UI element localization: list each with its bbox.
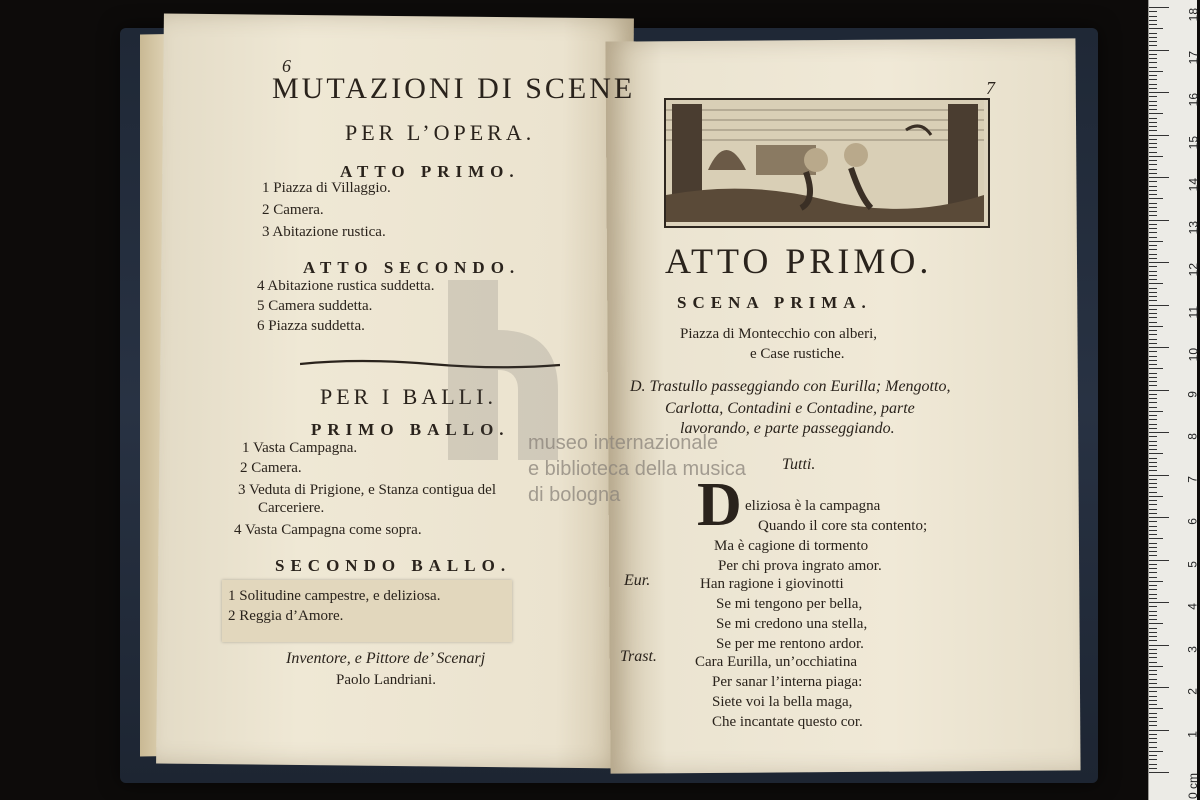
watermark-line: e biblioteca della musica — [528, 458, 746, 480]
ruler-minor-tick — [1149, 232, 1157, 233]
ruler-minor-tick — [1149, 322, 1157, 323]
ruler-minor-tick — [1149, 105, 1157, 106]
ruler-minor-tick — [1149, 45, 1157, 46]
ruler-minor-tick — [1149, 228, 1157, 229]
ruler-minor-tick — [1149, 156, 1163, 157]
ruler-major-tick — [1149, 220, 1169, 221]
ruler-minor-tick — [1149, 54, 1157, 55]
verse-line: Quando il core sta contento; — [758, 518, 928, 534]
ruler-minor-tick — [1149, 288, 1157, 289]
ruler-minor-tick — [1149, 41, 1157, 42]
ruler-major-tick — [1149, 135, 1169, 136]
ruler-minor-tick — [1149, 373, 1157, 374]
ruler-minor-tick — [1149, 334, 1157, 335]
balli-heading: PER I BALLI. — [320, 384, 497, 409]
ruler-minor-tick — [1149, 394, 1157, 395]
ruler-label: 7 — [1186, 475, 1200, 483]
verse-line: eliziosa è la campagna — [745, 498, 881, 514]
ruler-major-tick — [1149, 347, 1169, 348]
ruler-minor-tick — [1149, 360, 1157, 361]
ruler-minor-tick — [1149, 190, 1157, 191]
ruler-minor-tick — [1149, 509, 1157, 510]
ruler-minor-tick — [1149, 458, 1157, 459]
ruler-minor-tick — [1149, 194, 1157, 195]
ruler-minor-tick — [1149, 88, 1157, 89]
ruler-label: 9 — [1186, 390, 1200, 398]
verse-line: Siete voi la bella maga, — [712, 694, 853, 710]
ruler-minor-tick — [1149, 75, 1157, 76]
ruler-minor-tick — [1149, 113, 1163, 114]
ruler-minor-tick — [1149, 466, 1157, 467]
ruler-major-tick — [1149, 772, 1169, 773]
ruler-minor-tick — [1149, 37, 1157, 38]
ruler-major-tick — [1149, 687, 1169, 688]
ruler-major-tick — [1149, 177, 1169, 178]
ruler-minor-tick — [1149, 275, 1157, 276]
ruler-minor-tick — [1149, 759, 1157, 760]
ruler-minor-tick — [1149, 317, 1157, 318]
ruler-minor-tick — [1149, 441, 1157, 442]
ruler-minor-tick — [1149, 249, 1157, 250]
ruler-label: 0 cm — [1186, 773, 1200, 800]
ruler-minor-tick — [1149, 245, 1157, 246]
ruler-minor-tick — [1149, 670, 1157, 671]
ruler-label: 11 — [1186, 305, 1200, 318]
scene-title: SCENA PRIMA. — [677, 293, 872, 312]
left-page-subtitle: PER L’OPERA. — [345, 120, 536, 145]
ruler-major-tick — [1149, 7, 1169, 8]
primo-ballo-item: 4 Vasta Campagna come sopra. — [234, 522, 422, 538]
secondo-ballo-item: 2 Reggia d’Amore. — [228, 608, 344, 624]
ruler-label: 12 — [1186, 263, 1200, 277]
stage-direction: D. Trastullo passeggiando con Eurilla; Mengotto, — [630, 378, 951, 395]
ruler-minor-tick — [1149, 568, 1157, 569]
verse-line: Cara Eurilla, un’occhiatina — [695, 654, 858, 670]
ruler-minor-tick — [1149, 764, 1157, 765]
act-title: ATTO PRIMO. — [665, 241, 933, 281]
ruler-label: 13 — [1186, 220, 1200, 234]
ruler-minor-tick — [1149, 292, 1157, 293]
ruler-major-tick — [1149, 730, 1169, 731]
ruler-minor-tick — [1149, 211, 1157, 212]
ruler-minor-tick — [1149, 674, 1157, 675]
setting-line: e Case rustiche. — [750, 346, 845, 362]
primo-ballo-item: 3 Veduta di Prigione, e Stanza contigua del — [238, 482, 496, 498]
ruler-minor-tick — [1149, 415, 1157, 416]
ruler-major-tick — [1149, 602, 1169, 603]
ruler-minor-tick — [1149, 11, 1157, 12]
primo-ballo-item: 1 Vasta Campagna. — [242, 440, 358, 456]
ruler-minor-tick — [1149, 109, 1157, 110]
ruler-minor-tick — [1149, 152, 1157, 153]
secondo-ballo-heading: SECONDO BALLO. — [275, 556, 512, 575]
ruler-minor-tick — [1149, 581, 1163, 582]
ruler-minor-tick — [1149, 704, 1157, 705]
ruler-label: 2 — [1186, 688, 1200, 695]
ruler-minor-tick — [1149, 577, 1157, 578]
ruler-minor-tick — [1149, 173, 1157, 174]
ruler-minor-tick — [1149, 755, 1157, 756]
ruler-minor-tick — [1149, 521, 1157, 522]
ruler-minor-tick — [1149, 266, 1157, 267]
ruler-minor-tick — [1149, 241, 1163, 242]
ruler-minor-tick — [1149, 271, 1157, 272]
ruler-minor-tick — [1149, 679, 1157, 680]
ruler-minor-tick — [1149, 343, 1157, 344]
ruler-minor-tick — [1149, 351, 1157, 352]
ruler-minor-tick — [1149, 572, 1157, 573]
ruler-label: 15 — [1186, 135, 1200, 149]
ruler-minor-tick — [1149, 487, 1157, 488]
ruler-minor-tick — [1149, 708, 1163, 709]
ruler-minor-tick — [1149, 619, 1157, 620]
ruler-major-tick — [1149, 50, 1169, 51]
ruler-minor-tick — [1149, 479, 1157, 480]
ruler-label: 5 — [1186, 560, 1200, 568]
verse-line: Se mi tengono per bella, — [716, 596, 863, 612]
ruler-minor-tick — [1149, 526, 1157, 527]
ruler-minor-tick — [1149, 16, 1157, 17]
ruler-major-tick — [1149, 262, 1169, 263]
ruler-major-tick — [1149, 645, 1169, 646]
ruler-minor-tick — [1149, 164, 1157, 165]
ruler-minor-tick — [1149, 653, 1157, 654]
ruler-minor-tick — [1149, 254, 1157, 255]
tutti-label: Tutti. — [782, 456, 816, 473]
ruler-minor-tick — [1149, 496, 1163, 497]
ruler-minor-tick — [1149, 483, 1157, 484]
act2-item: 6 Piazza suddetta. — [257, 318, 365, 334]
ruler-minor-tick — [1149, 368, 1163, 369]
ruler-minor-tick — [1149, 237, 1157, 238]
ruler-label: 4 — [1186, 603, 1200, 610]
ruler-minor-tick — [1149, 309, 1157, 310]
ruler-minor-tick — [1149, 71, 1163, 72]
ruler-minor-tick — [1149, 118, 1157, 119]
ruler-minor-tick — [1149, 385, 1157, 386]
ruler-minor-tick — [1149, 657, 1157, 658]
ruler-minor-tick — [1149, 296, 1157, 297]
ruler-minor-tick — [1149, 747, 1157, 748]
ruler-minor-tick — [1149, 207, 1157, 208]
ruler-minor-tick — [1149, 20, 1157, 21]
ruler-minor-tick — [1149, 224, 1157, 225]
ruler-minor-tick — [1149, 130, 1157, 131]
verse-line: Per chi prova ingrato amor. — [718, 558, 882, 574]
credit-line: Inventore, e Pittore de’ Scenarj — [286, 650, 486, 667]
left-page-number: 6 — [282, 56, 291, 76]
ruler-minor-tick — [1149, 623, 1163, 624]
ruler-minor-tick — [1149, 364, 1157, 365]
ruler-minor-tick — [1149, 126, 1157, 127]
credit-name: Paolo Landriani. — [336, 672, 436, 688]
ruler-minor-tick — [1149, 606, 1157, 607]
ruler-minor-tick — [1149, 500, 1157, 501]
ruler-minor-tick — [1149, 84, 1157, 85]
ruler-minor-tick — [1149, 402, 1157, 403]
ruler-minor-tick — [1149, 594, 1157, 595]
verse-line: Se per me rentono ardor. — [716, 636, 864, 652]
woodcut-illustration — [664, 98, 990, 228]
ruler-minor-tick — [1149, 721, 1157, 722]
ruler-minor-tick — [1149, 751, 1163, 752]
secondo-ballo-item: 1 Solitudine campestre, e deliziosa. — [228, 588, 441, 604]
ruler-label: 10 — [1186, 348, 1200, 362]
ruler-minor-tick — [1149, 632, 1157, 633]
ruler-major-tick — [1149, 517, 1169, 518]
ruler-minor-tick — [1149, 564, 1157, 565]
ruler-minor-tick — [1149, 122, 1157, 123]
ruler-minor-tick — [1149, 436, 1157, 437]
ruler-minor-tick — [1149, 419, 1157, 420]
ruler-minor-tick — [1149, 300, 1157, 301]
act1-heading: ATTO PRIMO. — [340, 162, 520, 181]
ruler-minor-tick — [1149, 181, 1157, 182]
ruler-minor-tick — [1149, 28, 1163, 29]
ruler-label: 1 — [1186, 730, 1200, 738]
ruler-minor-tick — [1149, 33, 1157, 34]
ruler-minor-tick — [1149, 734, 1157, 735]
ruler-minor-tick — [1149, 449, 1157, 450]
ruler-minor-tick — [1149, 160, 1157, 161]
ruler-minor-tick — [1149, 589, 1157, 590]
ruler-minor-tick — [1149, 453, 1163, 454]
ruler-minor-tick — [1149, 504, 1157, 505]
ruler-minor-tick — [1149, 738, 1157, 739]
ruler-minor-tick — [1149, 543, 1157, 544]
ruler-minor-tick — [1149, 513, 1157, 514]
verse-line: Che incantate questo cor. — [712, 714, 863, 730]
ruler-minor-tick — [1149, 666, 1163, 667]
primo-ballo-item: 2 Camera. — [240, 460, 302, 476]
watermark-line: museo internazionale — [528, 432, 719, 454]
setting-line: Piazza di Montecchio con alberi, — [680, 326, 878, 342]
ruler-minor-tick — [1149, 492, 1157, 493]
ruler-minor-tick — [1149, 62, 1157, 63]
ruler-minor-tick — [1149, 169, 1157, 170]
ruler-minor-tick — [1149, 585, 1157, 586]
drop-cap: D — [697, 471, 742, 539]
ruler-minor-tick — [1149, 445, 1157, 446]
ruler-minor-tick — [1149, 683, 1157, 684]
ruler-minor-tick — [1149, 339, 1157, 340]
ruler-major-tick — [1149, 560, 1169, 561]
ruler-label: 17 — [1186, 50, 1200, 64]
ruler-minor-tick — [1149, 356, 1157, 357]
verse-line: Se mi credono una stella, — [716, 616, 868, 632]
ruler-minor-tick — [1149, 551, 1157, 552]
ruler-minor-tick — [1149, 547, 1157, 548]
ruler-minor-tick — [1149, 742, 1157, 743]
ruler-minor-tick — [1149, 96, 1157, 97]
ruler-minor-tick — [1149, 470, 1157, 471]
ruler-minor-tick — [1149, 326, 1163, 327]
ruler-minor-tick — [1149, 381, 1157, 382]
ruler-minor-tick — [1149, 283, 1163, 284]
ruler-minor-tick — [1149, 139, 1157, 140]
ruler-minor-tick — [1149, 279, 1157, 280]
ruler-minor-tick — [1149, 462, 1157, 463]
ruler-minor-tick — [1149, 428, 1157, 429]
ruler-minor-tick — [1149, 598, 1157, 599]
ruler-minor-tick — [1149, 628, 1157, 629]
speaker-label: Trast. — [620, 648, 657, 665]
ruler-major-tick — [1149, 305, 1169, 306]
ruler-minor-tick — [1149, 411, 1163, 412]
watermark-line: di bologna — [528, 484, 621, 506]
ruler-minor-tick — [1149, 377, 1157, 378]
right-page-number: 7 — [986, 78, 995, 98]
act1-item: 3 Abitazione rustica. — [262, 224, 386, 240]
ruler-major-tick — [1149, 390, 1169, 391]
act2-heading: ATTO SECONDO. — [303, 258, 521, 277]
ruler-minor-tick — [1149, 147, 1157, 148]
ruler-minor-tick — [1149, 700, 1157, 701]
ruler-minor-tick — [1149, 611, 1157, 612]
ruler-minor-tick — [1149, 713, 1157, 714]
ruler-label: 8 — [1186, 433, 1200, 440]
ruler-minor-tick — [1149, 662, 1157, 663]
act2-item: 4 Abitazione rustica suddetta. — [257, 278, 435, 294]
ruler-major-tick — [1149, 432, 1169, 433]
ruler-minor-tick — [1149, 79, 1157, 80]
ruler-minor-tick — [1149, 313, 1157, 314]
ruler-minor-tick — [1149, 215, 1157, 216]
ruler-minor-tick — [1149, 538, 1163, 539]
ruler-minor-tick — [1149, 649, 1157, 650]
verse-line: Per sanar l’interna piaga: — [712, 674, 863, 690]
ruler-minor-tick — [1149, 198, 1163, 199]
ruler-label: 14 — [1186, 178, 1200, 192]
ruler-minor-tick — [1149, 768, 1157, 769]
primo-ballo-item: Carceriere. — [258, 500, 325, 516]
ruler-label: 16 — [1186, 93, 1200, 107]
ruler-minor-tick — [1149, 186, 1157, 187]
ruler-major-tick — [1149, 92, 1169, 93]
ruler-minor-tick — [1149, 58, 1157, 59]
ruler-minor-tick — [1149, 640, 1157, 641]
ruler-minor-tick — [1149, 398, 1157, 399]
ruler-major-tick — [1149, 475, 1169, 476]
act1-item: 2 Camera. — [262, 202, 324, 218]
act1-item: 1 Piazza di Villaggio. — [262, 180, 391, 196]
ruler-label: 3 — [1186, 645, 1200, 653]
ruler-minor-tick — [1149, 258, 1157, 259]
act2-item: 5 Camera suddetta. — [257, 298, 373, 314]
ruler-label: 18 — [1186, 8, 1200, 22]
ruler-minor-tick — [1149, 615, 1157, 616]
ruler-minor-tick — [1149, 555, 1157, 556]
primo-ballo-heading: PRIMO BALLO. — [311, 420, 510, 439]
measurement-ruler — [1148, 0, 1200, 800]
ruler-minor-tick — [1149, 407, 1157, 408]
ruler-minor-tick — [1149, 717, 1157, 718]
ruler-label: 6 — [1186, 518, 1200, 525]
speaker-label: Eur. — [624, 572, 651, 589]
verse-line: Ma è cagione di tormento — [714, 538, 869, 554]
stage-direction: Carlotta, Contadini e Contadine, parte — [665, 400, 915, 417]
ruler-minor-tick — [1149, 424, 1157, 425]
ruler-minor-tick — [1149, 67, 1157, 68]
verse-line: Han ragione i giovinotti — [700, 576, 844, 592]
ruler-minor-tick — [1149, 143, 1157, 144]
ruler-minor-tick — [1149, 534, 1157, 535]
ruler-minor-tick — [1149, 530, 1157, 531]
ruler-minor-tick — [1149, 330, 1157, 331]
ruler-minor-tick — [1149, 24, 1157, 25]
left-page-title: MUTAZIONI DI SCENE — [272, 72, 636, 105]
ruler-minor-tick — [1149, 636, 1157, 637]
stage-direction: lavorando, e parte passeggiando. — [680, 420, 895, 437]
ruler-minor-tick — [1149, 696, 1157, 697]
ruler-minor-tick — [1149, 101, 1157, 102]
ruler-minor-tick — [1149, 725, 1157, 726]
ruler-minor-tick — [1149, 691, 1157, 692]
ruler-minor-tick — [1149, 203, 1157, 204]
